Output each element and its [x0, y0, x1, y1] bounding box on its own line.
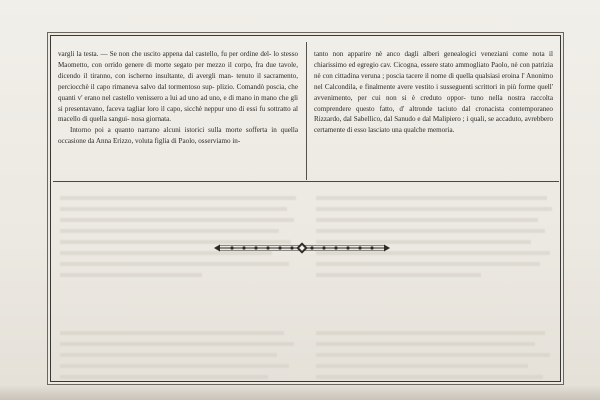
decorative-ornament-icon: [212, 242, 392, 254]
show-through-text-left: [60, 190, 296, 386]
text-line: tuno nella nostra raccolta comprendere questo fatto, d' altronde taciuto: [314, 93, 553, 113]
text-line: qualche memoria.: [403, 126, 455, 135]
text-line: eroina l' Anonimo nel Calcondila, e finalmente avere vestito i susseguenti: [314, 71, 553, 91]
right-paragraph-1: [314, 49, 553, 136]
text-line: nosa giornata.: [131, 115, 172, 124]
text-line: dal cronacista contemporaneo Rizzardo, dal Sabellico, dal Sanudo e dal: [314, 104, 553, 124]
right-text-column: [314, 49, 553, 136]
text-line: tanto non apparire nè anco dagli alberi genealogici veneziani come nota il: [314, 50, 553, 58]
text-line: Intorno poi a quanto narrano alcuni istorici sulla morte sofferta in: [70, 126, 281, 135]
text-block-bottom-rule: [53, 181, 559, 182]
text-line: il capo, sicchè neppur uno di essi fu sottratto al macello di quella sangui-: [58, 104, 298, 124]
text-line: patrizia nè con cittadina veruna ; poscia tacere il nome di quella qualsiasi: [314, 60, 553, 80]
left-text-column: [58, 49, 298, 147]
left-paragraph-2: [58, 125, 298, 147]
column-divider: [306, 42, 307, 180]
text-line: fra due tavole, dicendo il tiranno, con ischerno insultante, di avergli man-: [58, 60, 298, 80]
text-line: tenuto il sacramento, perciocchè il capo rimaneva salvo dal tormentoso sup-: [58, 71, 299, 91]
page-edge-shadow: [0, 385, 600, 400]
text-line: scrittori in più forme quell' avvenimento, per cui non si è creduto oppor-: [314, 82, 553, 102]
text-line: Malipiero ; i quali, se accaduto, avrebbero certamente di esso lasciato una: [314, 115, 553, 135]
text-line: chiarissimo ed egregio cav. Cicogna, essere stato ammogliato Paolo, nè con: [314, 60, 532, 69]
text-line: plizio. Comandò poscia, che quanti v' erano nel castello venissero a lui ad: [58, 82, 299, 102]
text-line: quella occasione da Anna Erizzo, voluta figlia di Paolo, osserviamo in-: [58, 126, 298, 146]
text-line: vargli la testa. — Se non che uscito appena dal castello, fu per ordine del-: [58, 50, 274, 58]
text-line: uno ad uno, e di mano in mano che gli si presentavano, faceva tagliar loro: [58, 93, 299, 113]
show-through-text-right: [316, 190, 552, 386]
left-paragraph-1: [58, 49, 298, 125]
text-line: lo stesso Maometto, con orrido genere di morte segato per mezzo il corpo,: [58, 50, 298, 69]
